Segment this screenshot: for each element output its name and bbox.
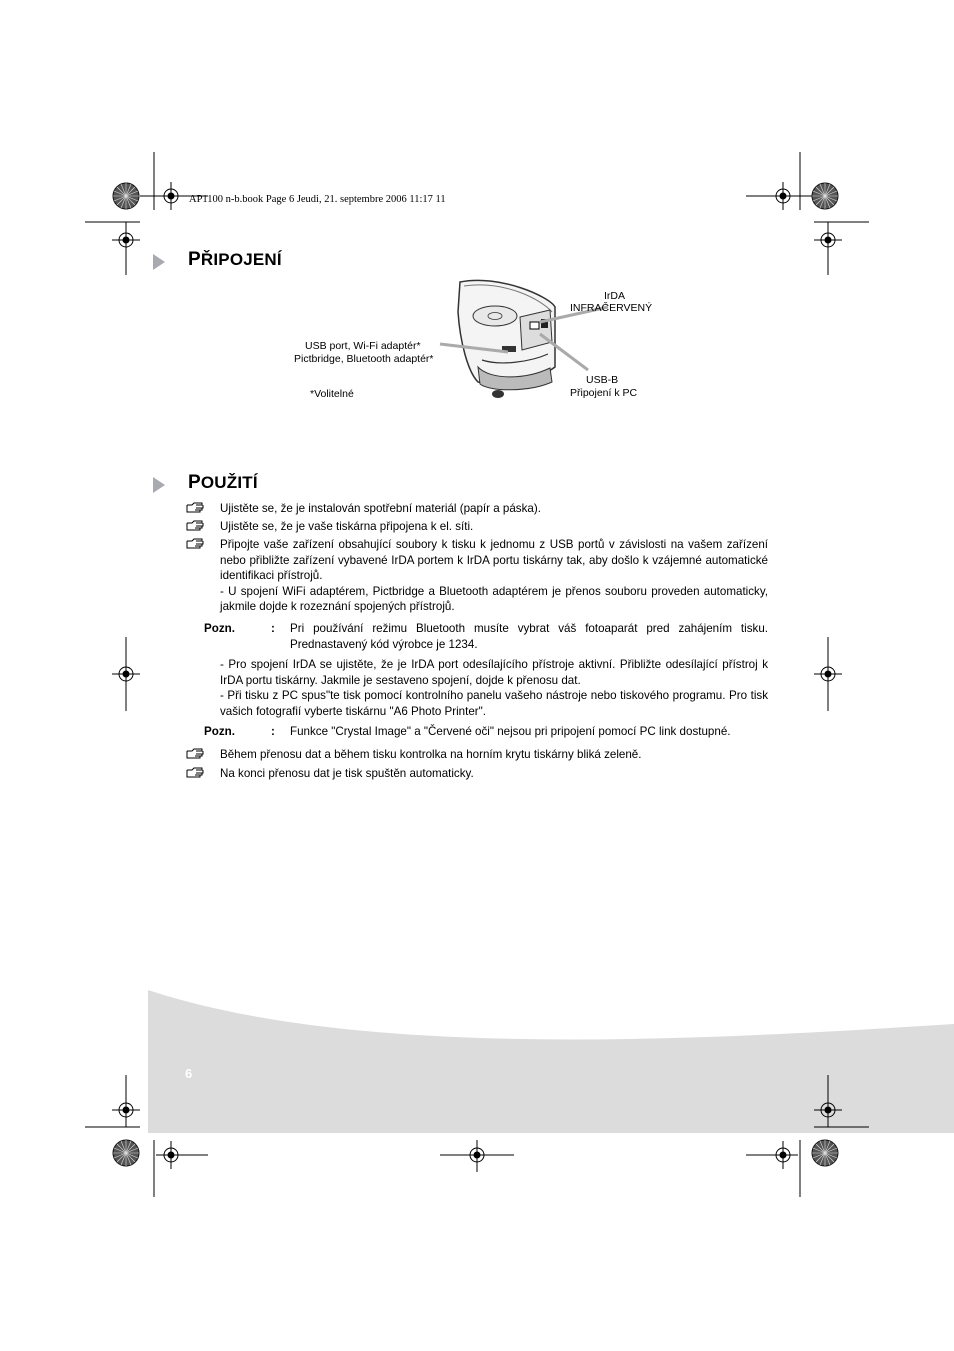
title-rest: ŘIPOJENÍ (200, 250, 282, 269)
label-pc-connection: Připojení k PC (570, 387, 638, 399)
bullet-text: Na konci přenosu dat je tisk spuštěn automaticky. (220, 767, 474, 780)
note-text: Pri používání režimu Bluetooth musíte vybrat váš fotoaparát pred zahájením tisku. Prednastavený kód výrobce je 1234. (290, 622, 768, 651)
section-title-pouziti (188, 472, 258, 494)
paragraph-pc-print: - Při tisku z PC spus"te tisk pomocí kontrolního panelu vašeho nástroje nebo tiskového programu. Pro tisk vašich fotografií vyberte tiskárnu "A6 Photo Printer". (220, 689, 768, 718)
label-usb-port: USB port, Wi-Fi adaptér* (305, 340, 421, 352)
label-optional: *Volitelné (310, 388, 354, 400)
bullet-text: Ujistěte se, že je instalován spotřební materiál (papír a páska). (220, 502, 541, 515)
title-initial: P (188, 249, 201, 270)
title-initial: P (188, 472, 201, 493)
bullet-text: Ujistěte se, že je vaše tiskárna připojena k el. síti. (220, 520, 474, 533)
paragraph-irda: - Pro spojení IrDA se ujistěte, že je IrDA port odesílajícího přístroje aktivní. Přibližte odesílající přístroj k IrDA portu tiskárny. Jakmile je sestaveno spojení, dojde k přenosu dat. (220, 658, 768, 687)
list-item (186, 501, 768, 517)
pointing-hand-icon (186, 520, 206, 532)
note-block (204, 724, 768, 740)
pointing-hand-icon (186, 538, 206, 550)
triangle-marker-icon (153, 254, 165, 270)
section-title-pripojeni (188, 249, 282, 271)
pointing-hand-icon (186, 748, 206, 760)
note-label: Pozn. (204, 725, 235, 738)
label-irda-infrared: INFRAČERVENÝ (570, 302, 653, 314)
list-item (186, 519, 768, 535)
bullet-text: Během přenosu dat a během tisku kontrolka na horním krytu tiskárny bliká zeleně. (220, 748, 642, 761)
pointing-hand-icon (186, 502, 206, 514)
label-irda: IrDA (604, 290, 625, 302)
list-item (186, 537, 768, 615)
note-colon: : (271, 725, 275, 738)
label-usb-b: USB-B (586, 374, 619, 386)
title-rest: OUŽITÍ (200, 473, 258, 492)
note-text: Funkce "Crystal Image" a "Červené oči" nejsou pri pripojení pomocí PC link dostupné. (290, 725, 731, 738)
note-label: Pozn. (204, 622, 235, 635)
list-item (186, 766, 768, 782)
pointing-hand-icon (186, 767, 206, 779)
label-pictbridge: Pictbridge, Bluetooth adaptér* (294, 353, 434, 365)
header-stamp: AP1100 n-b.book Page 6 Jeudi, 21. septembre 2006 11:17 11 (189, 194, 446, 205)
page-number: 6 (185, 1066, 193, 1081)
note-block (204, 621, 768, 652)
bullet-text: Připojte vaše zařízení obsahující soubory k tisku k jednomu z USB portů v závislosti na vašem zařízení nebo přibližte zařízení vybavené IrDA portem k IrDA portu tiskárny tak, aby došlo k vzájemné automatické identifikaci přístrojů. (220, 538, 768, 582)
list-item (186, 747, 768, 763)
note-colon: : (271, 622, 275, 635)
triangle-marker-icon (153, 477, 165, 493)
bullet-subtext: - U spojení WiFi adaptérem, Pictbridge a Bluetooth adaptérem je přenos souboru proveden automaticky, jakmile dojde k rozeznání spojených přístrojů. (220, 584, 768, 613)
